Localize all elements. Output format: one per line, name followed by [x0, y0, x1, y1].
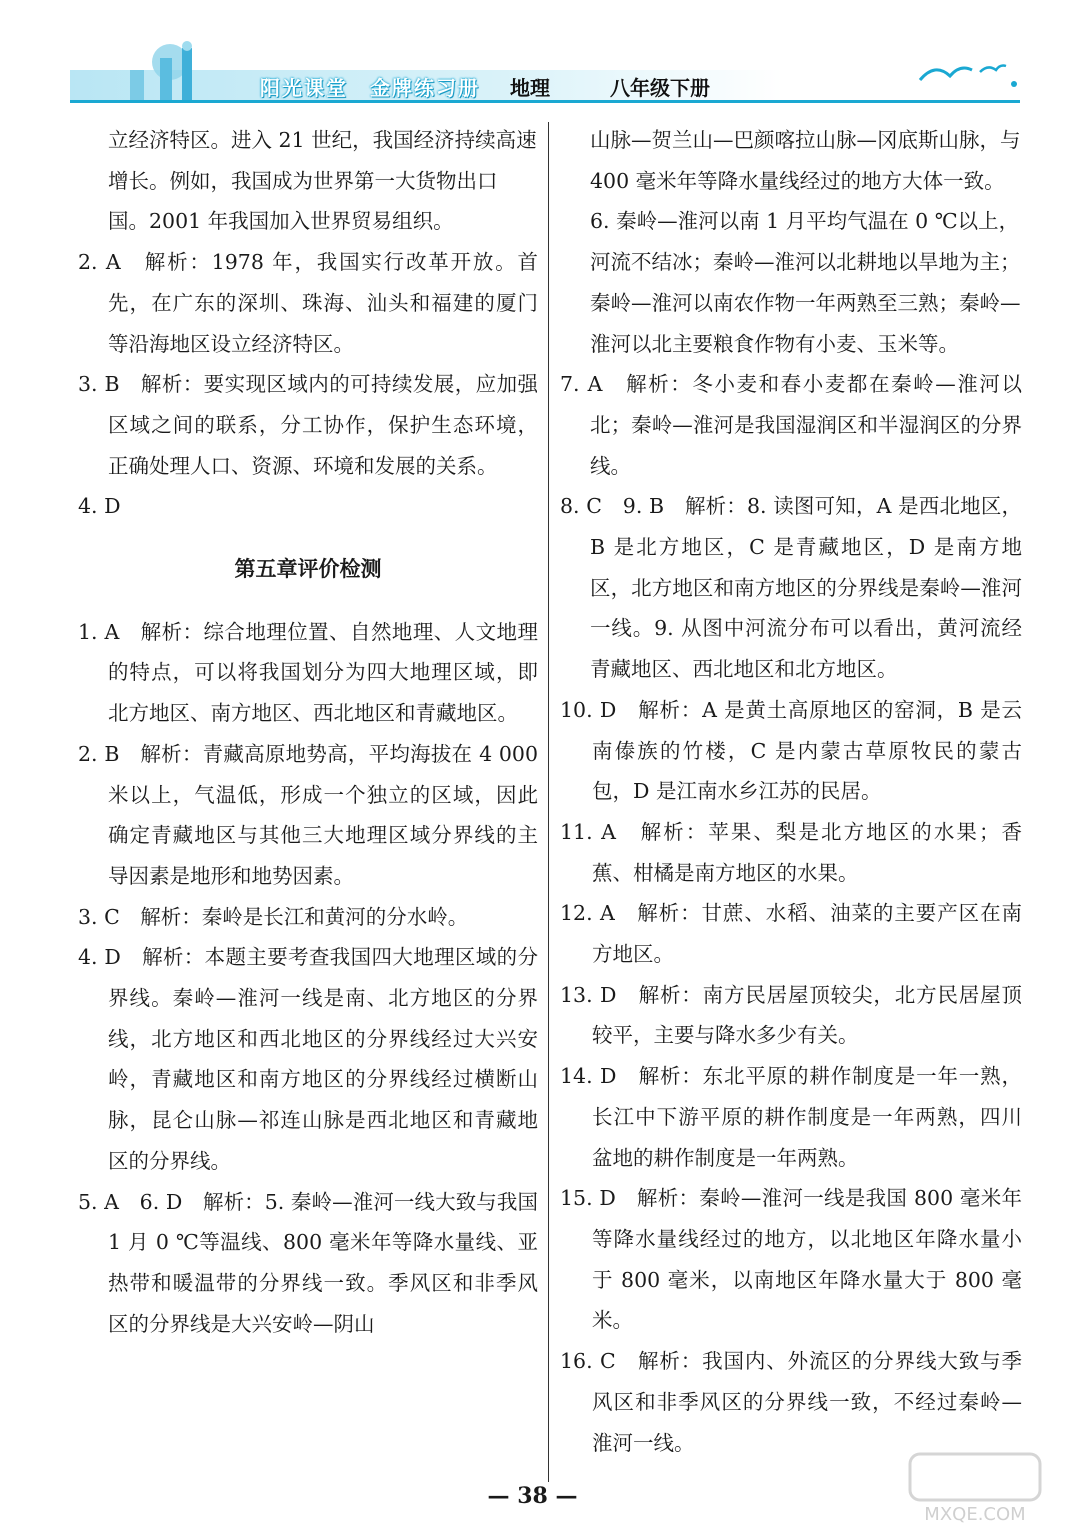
answer-text: 7. A 解析：冬小麦和春小麦都在秦岭—淮河以北；秦岭—淮河是我国湿润区和半湿润区的分界线。 [560, 372, 1022, 478]
answer-item [560, 893, 1022, 974]
answer-item [78, 364, 538, 486]
answer-text: 3. C 解析：秦岭是长江和黄河的分水岭。 [78, 904, 469, 929]
answer-item [78, 612, 538, 734]
page-number: — 38 — [487, 1483, 578, 1509]
intro-continuation: 立经济特区。进入 21 世纪，我国经济持续高速增长。例如，我国成为世界第一大货物出口国。2001 年我国加入世界贸易组织。 [108, 128, 537, 234]
answer-text: 10. D 解析：A 是黄土高原地区的窑洞，B 是云南傣族的竹楼，C 是内蒙古草原牧民的蒙古包，D 是江南水乡江苏的民居。 [560, 697, 1022, 804]
answer-item [78, 734, 538, 897]
answer-text: 11. A 解析：苹果、梨是北方地区的水果；香蕉、柑橘是南方地区的水果。 [560, 819, 1022, 885]
subject-label: 地理 [510, 76, 550, 100]
series-name-a: 阳光课堂 [260, 76, 348, 100]
answer-text: 14. D 解析：东北平原的耕作制度是一年一熟，长江中下游平原的耕作制度是一年两熟，四川盆地的耕作制度是一年两熟。 [560, 1064, 1022, 1170]
lighthouse-logo-icon [110, 40, 220, 102]
birds-icon [910, 50, 1020, 90]
answer-text: 5. A 6. D 解析：5. 秦岭—淮河一线大致与我国 1 月 0 ℃等温线、800 毫米年等降水量线、亚热带和暖温带的分界线一致。季风区和非季风区的分界线是大兴安岭—阴山 [78, 1189, 538, 1336]
grade-label: 八年级下册 [610, 76, 710, 100]
answer-text: 13. D 解析：南方民居屋顶较尖，北方民居屋顶较平，主要与降水多少有关。 [560, 982, 1022, 1048]
answer-item [560, 1178, 1022, 1341]
left-column [78, 120, 538, 1344]
series-title [260, 72, 502, 101]
column-divider [548, 122, 549, 1482]
answer-text: 1. A 解析：综合地理位置、自然地理、人文地理的特点，可以将我国划分为四大地理区域，即北方地区、南方地区、西北地区和青藏地区。 [78, 619, 538, 726]
answer-text: 2. B 解析：青藏高原地势高，平均海拔在 4 000 米以上，气温低，形成一个独立的区域，因此确定青藏地区与其他三大地理区域分界线的主导因素是地形和地势因素。 [78, 741, 538, 888]
answer-text: 3. B 解析：要实现区域内的可持续发展，应加强区域之间的联系，分工协作，保护生态环境，正确处理人口、资源、环境和发展的关系。 [78, 372, 538, 478]
section-title: 第五章评价检测 [234, 557, 382, 582]
answer-text: 16. C 解析：我国内、外流区的分界线大致与季风区和非季风区的分界线一致，不经过秦岭—淮河一线。 [560, 1349, 1022, 1455]
answer-item [78, 937, 538, 1181]
answer-item [560, 812, 1022, 893]
answer-item [78, 486, 538, 527]
answer-text: 8. C 9. B 解析：8. 读图可知，A 是西北地区，B 是北方地区，C 是青藏地区，D 是南方地区，北方地区和南方地区的分界线是秦岭—淮河一线。9. 从图中河流分布可以看出，黄河流经青藏地区、西北地区和北方地区。 [560, 494, 1022, 682]
answer-text: 15. D 解析：秦岭—淮河一线是我国 800 毫米年等降水量线经过的地方，以北地区年降水量小于 800 毫米，以南地区年降水量大于 800 毫米。 [560, 1186, 1022, 1333]
right-continuation: 山脉—贺兰山—巴颜喀拉山脉—冈底斯山脉，与 400 毫米年等降水量线经过的地方大体一致。6. 秦岭—淮河以南 1 月平均气温在 0 ℃以上，河流不结冰；秦岭—淮河以北耕地以旱地为主；秦岭—淮河以南农作物一年两熟至三熟；秦岭—淮河以北主要粮食作物有小麦、玉米等。 [590, 128, 1021, 356]
answer-text: 12. A 解析：甘蔗、水稻、油菜的主要产区在南方地区。 [560, 901, 1022, 967]
answer-text: 4. D [78, 494, 121, 519]
watermark-logo [900, 1450, 1050, 1530]
answer-item [78, 1182, 538, 1345]
answer-text: 2. A 解析：1978 年，我国实行改革开放。首先，在广东的深圳、珠海、汕头和福建的厦门等沿海地区设立经济特区。 [78, 250, 538, 356]
answer-item [560, 975, 1022, 1056]
answer-item [560, 364, 1022, 486]
answer-item [78, 242, 538, 364]
series-name-b: 金牌练习册 [370, 76, 480, 100]
answer-text: 4. D 解析：本题主要考查我国四大地理区域的分界线。秦岭—淮河一线是南、北方地区的分界线，北方地区和西北地区的分界线经过大兴安岭，青藏地区和南方地区的分界线经过横断山脉，昆仑山脉—祁连山脉是西北地区和青藏地区的分界线。 [78, 945, 538, 1173]
answer-item [560, 486, 1022, 690]
answer-item [78, 897, 538, 938]
answer-item [560, 1341, 1022, 1463]
watermark-text: MXQE.COM [924, 1504, 1026, 1525]
right-column [560, 120, 1022, 1463]
answer-item [560, 1056, 1022, 1178]
answer-item [560, 690, 1022, 812]
page-header [70, 40, 1030, 110]
